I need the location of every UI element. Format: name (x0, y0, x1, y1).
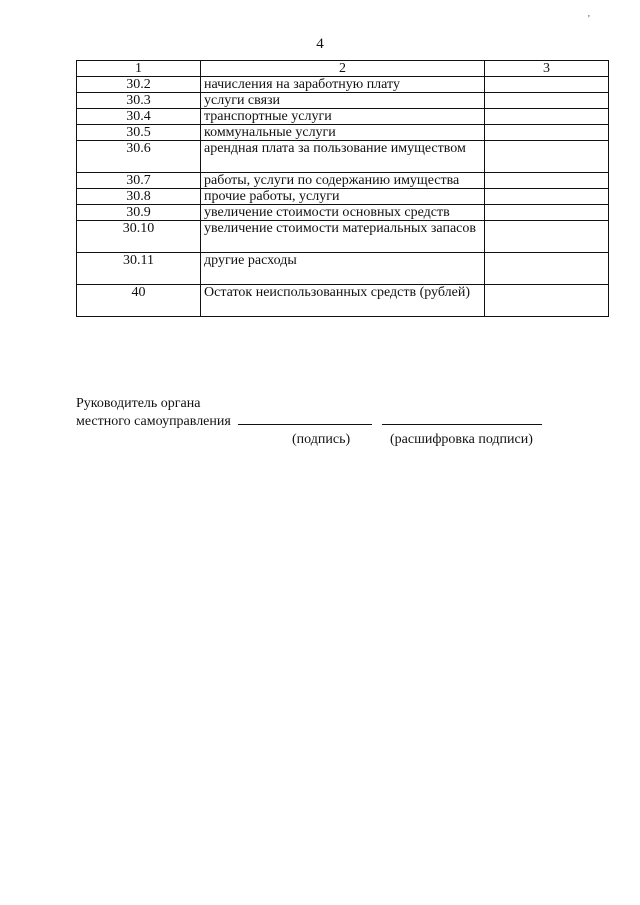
row-value (485, 125, 609, 141)
header-cell-2: 2 (201, 61, 485, 77)
row-code: 30.11 (77, 253, 201, 285)
row-value (485, 141, 609, 173)
row-name: начисления на заработную плату (201, 77, 485, 93)
row-name: другие расходы (201, 253, 485, 285)
table-row (77, 77, 609, 93)
table-row (77, 109, 609, 125)
signature-title-line2-row (76, 412, 542, 430)
row-code: 30.2 (77, 77, 201, 93)
row-value (485, 173, 609, 189)
corner-mark: ' (588, 14, 590, 25)
table-row (77, 93, 609, 109)
row-name: прочие работы, услуги (201, 189, 485, 205)
signature-title-line1: Руководитель органа (76, 396, 201, 411)
table-row (77, 205, 609, 221)
page-number: 4 (316, 36, 324, 52)
row-name: увеличение стоимости материальных запасов (201, 221, 485, 253)
row-name: Остаток неиспользованных средств (рублей) (201, 285, 485, 317)
row-value (485, 285, 609, 317)
row-value (485, 205, 609, 221)
row-code: 30.6 (77, 141, 201, 173)
row-name: коммунальные услуги (201, 125, 485, 141)
signature-block (76, 396, 542, 430)
row-code: 30.7 (77, 173, 201, 189)
row-value (485, 93, 609, 109)
row-value (485, 109, 609, 125)
table-row (77, 189, 609, 205)
table-header-row (77, 61, 609, 77)
signature-field[interactable] (238, 412, 372, 425)
table-row (77, 221, 609, 253)
row-code: 30.9 (77, 205, 201, 221)
row-code: 30.5 (77, 125, 201, 141)
row-code: 30.10 (77, 221, 201, 253)
table-row (77, 141, 609, 173)
signature-decoding-field[interactable] (382, 412, 542, 425)
row-name: транспортные услуги (201, 109, 485, 125)
row-code: 30.3 (77, 93, 201, 109)
table-row (77, 285, 609, 317)
row-name: услуги связи (201, 93, 485, 109)
table-row (77, 253, 609, 285)
row-code: 40 (77, 285, 201, 317)
row-name: арендная плата за пользование имуществом (201, 141, 485, 173)
header-cell-3: 3 (485, 61, 609, 77)
row-code: 30.8 (77, 189, 201, 205)
row-name: увеличение стоимости основных средств (201, 205, 485, 221)
signature-decoding-caption: (расшифровка подписи) (390, 432, 533, 447)
expenses-table (76, 60, 609, 317)
row-value (485, 253, 609, 285)
signature-caption: (подпись) (292, 432, 351, 447)
row-code: 30.4 (77, 109, 201, 125)
row-value (485, 189, 609, 205)
row-value (485, 77, 609, 93)
table-row (77, 173, 609, 189)
header-cell-1: 1 (77, 61, 201, 77)
table-row (77, 125, 609, 141)
row-name: работы, услуги по содержанию имущества (201, 173, 485, 189)
signature-title-line2: местного самоуправления (76, 414, 231, 429)
row-value (485, 221, 609, 253)
